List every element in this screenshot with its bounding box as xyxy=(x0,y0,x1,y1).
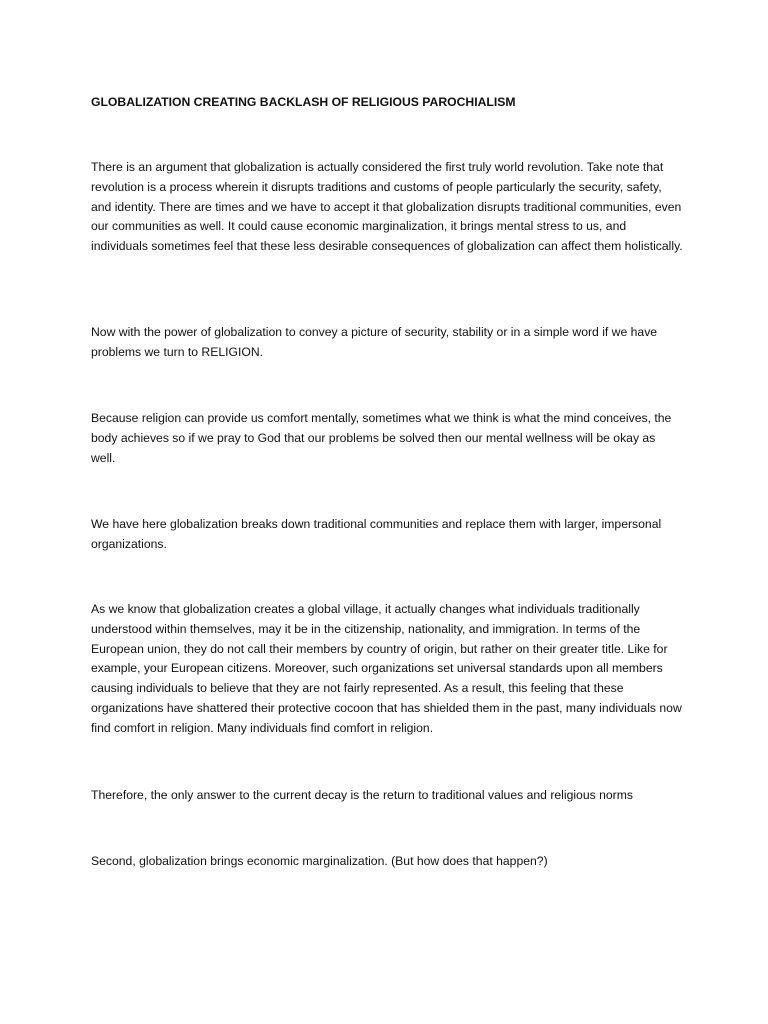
paragraph-conclusion: Therefore, the only answer to the current decay is the return to traditional values and religious norms xyxy=(91,788,633,802)
paragraph-intro: There is an argument that globalization is actually considered the first truly world revolution. Take note that revolution is a process wherein it disrupts traditions and customs of people particularly the security, safety, and identity. There are times and we have to accept it that globalization disrupts traditional communities, even our communities as well. It could cause economic marginalization, it brings mental stress to us, and individuals sometimes feel that these less desirable consequences of globalization can affect them holistically. xyxy=(91,160,683,254)
paragraph-second-point: Second, globalization brings economic marginalization. (But how does that happen?) xyxy=(91,854,548,868)
paragraph-religion-turn: Now with the power of globalization to convey a picture of security, stability or in a simple word if we have problems we turn to RELIGION. xyxy=(91,325,658,359)
paragraph-communities: We have here globalization breaks down traditional communities and replace them with larger, impersonal organizations. xyxy=(91,517,662,551)
paragraph-global-village: As we know that globalization creates a global village, it actually changes what individuals traditionally understood within themselves, may it be in the citizenship, nationality, and immigration. In terms of the European union, they do not call their members by country of origin, but rather on their greater title. Like for example, your European citizens. Moreover, such organizations set universal standards upon all members causing individuals to believe that they are not fairly represented. As a result, this feeling that these organizations have shattered their protective cocoon that has shielded them in the past, many individuals now find comfort in religion. Many individuals find comfort in religion. xyxy=(91,602,682,735)
document-title: GLOBALIZATION CREATING BACKLASH OF RELIGIOUS PAROCHIALISM xyxy=(91,95,516,109)
paragraph-comfort: Because religion can provide us comfort mentally, sometimes what we think is what the mind conceives, the body achieves so if we pray to God that our problems be solved then our mental wellness will be okay as well. xyxy=(91,411,672,465)
